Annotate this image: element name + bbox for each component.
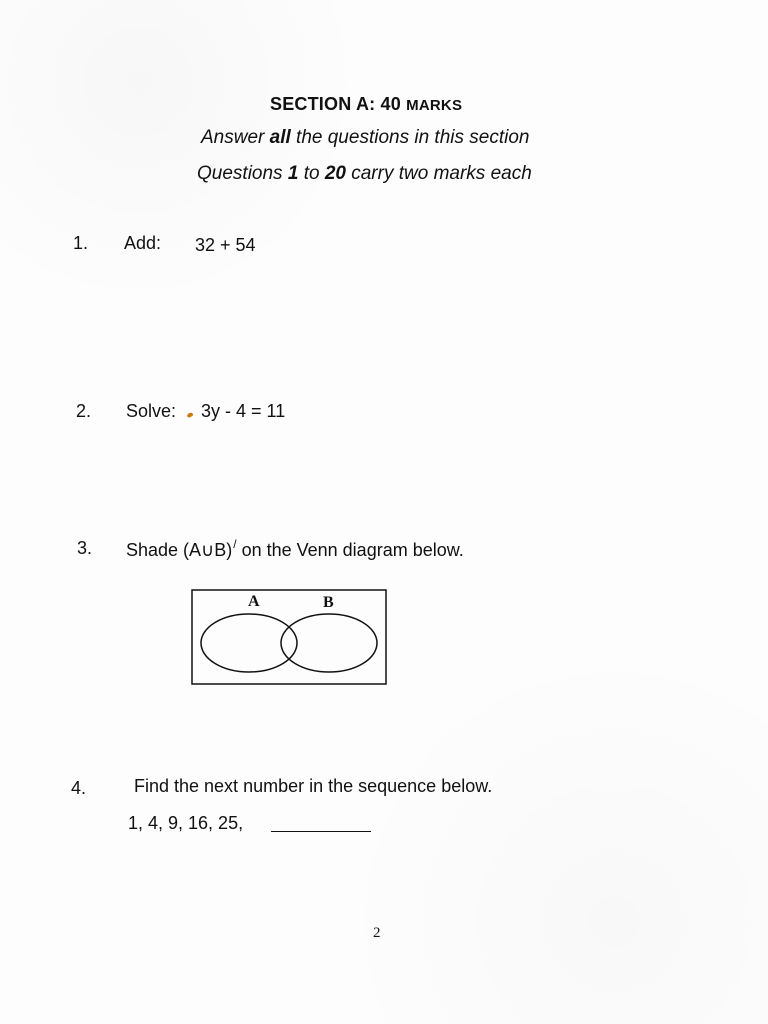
question-1-label: Add: bbox=[124, 233, 162, 253]
question-3-label bbox=[126, 537, 464, 561]
venn-diagram-svg bbox=[191, 589, 387, 685]
set-b-circle bbox=[281, 614, 377, 672]
question-4-sequence: 1, 4, 9, 16, 25, bbox=[128, 813, 244, 833]
marks-suffix: carry two marks each bbox=[351, 163, 532, 184]
set-b-label: B bbox=[323, 594, 334, 611]
set-a-label: A bbox=[248, 593, 260, 610]
question-3-label-prefix: Shade (A∪B) bbox=[126, 540, 233, 560]
page-number: 2 bbox=[373, 925, 381, 941]
pen-mark bbox=[186, 412, 193, 418]
instruction-prefix: Answer bbox=[201, 127, 270, 148]
universal-set-rectangle bbox=[192, 590, 386, 684]
marks-middle: to bbox=[303, 163, 325, 184]
question-2-label: Solve: bbox=[126, 401, 177, 421]
marks-end: 20 bbox=[324, 163, 346, 184]
section-title-main: SECTION A: 40 bbox=[270, 94, 401, 114]
section-title bbox=[270, 94, 462, 115]
answer-blank-line[interactable] bbox=[271, 831, 371, 832]
venn-diagram bbox=[191, 589, 387, 685]
question-1-number: 1. bbox=[73, 233, 89, 253]
instruction-bold-word: all bbox=[269, 127, 291, 148]
instruction-line-2 bbox=[197, 163, 532, 185]
set-a-circle bbox=[201, 614, 297, 672]
question-4-number: 4. bbox=[71, 778, 87, 798]
question-1-expression: 32 + 54 bbox=[195, 235, 256, 255]
instruction-suffix: the questions in this section bbox=[296, 127, 530, 148]
question-2-number: 2. bbox=[76, 401, 92, 421]
marks-prefix: Questions bbox=[197, 163, 288, 184]
question-3-number: 3. bbox=[77, 538, 93, 558]
question-2-equation: 3y - 4 = 11 bbox=[201, 401, 286, 421]
marks-start: 1 bbox=[287, 163, 299, 184]
question-4-label: Find the next number in the sequence below. bbox=[134, 776, 493, 796]
question-3-label-suffix: on the Venn diagram below. bbox=[236, 540, 464, 560]
instruction-line-1 bbox=[201, 127, 529, 149]
question-3-complement-mark: / bbox=[233, 537, 237, 551]
section-title-marks: MARKS bbox=[406, 97, 463, 114]
